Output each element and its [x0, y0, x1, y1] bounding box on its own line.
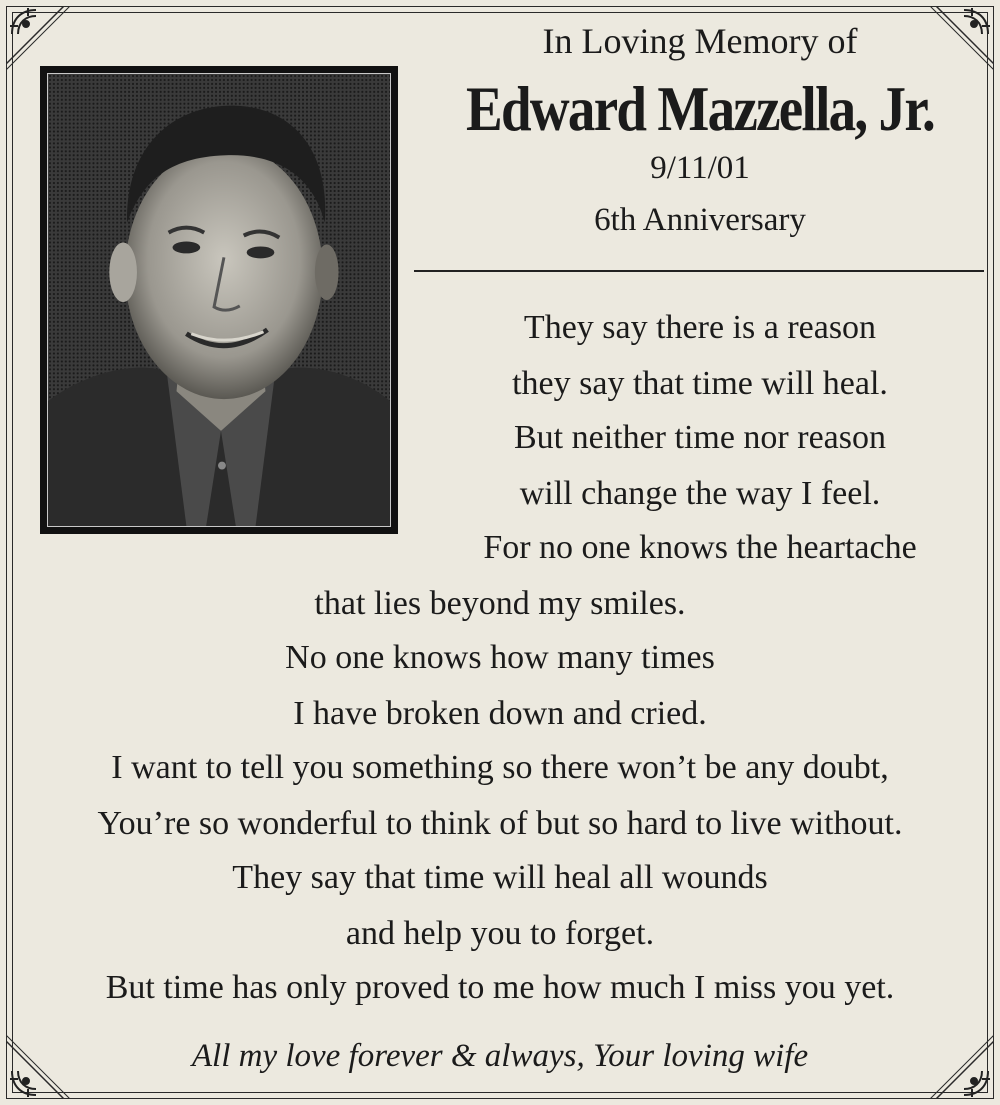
- poem-line: I have broken down and cried.: [293, 695, 707, 732]
- poem-line: They say there is a reason: [523, 309, 877, 346]
- poem-line: will change the way I feel.: [519, 475, 881, 512]
- portrait-photo: [40, 66, 398, 534]
- poem-line: and help you to forget.: [345, 915, 655, 952]
- deceased-name: Edward Mazzella, Jr.: [465, 73, 935, 144]
- poem-line: They say that time will heal all wounds: [232, 859, 768, 896]
- poem-line: I want to tell you something so there won’t be any doubt,: [111, 749, 889, 786]
- poem-line: they say that time will heal.: [512, 365, 888, 402]
- portrait-photo-icon: [47, 73, 391, 527]
- poem-line: But time has only proved to me how much I miss you yet.: [105, 969, 895, 1006]
- signature: All my love forever & always, Your loving wife: [191, 1038, 809, 1074]
- notice-intro: In Loving Memory of: [542, 21, 858, 61]
- anniversary-label: 6th Anniversary: [594, 202, 806, 238]
- poem-line: But neither time nor reason: [513, 419, 886, 456]
- poem-line: that lies beyond my smiles.: [314, 585, 686, 622]
- ornament-top-left-icon: [6, 4, 50, 48]
- heading-divider: [414, 270, 984, 272]
- memorial-date: 9/11/01: [650, 150, 750, 186]
- poem-line: For no one knows the heartache: [483, 529, 917, 566]
- poem-line: No one knows how many times: [285, 639, 715, 676]
- poem-line: You’re so wonderful to think of but so hard to live without.: [97, 805, 903, 842]
